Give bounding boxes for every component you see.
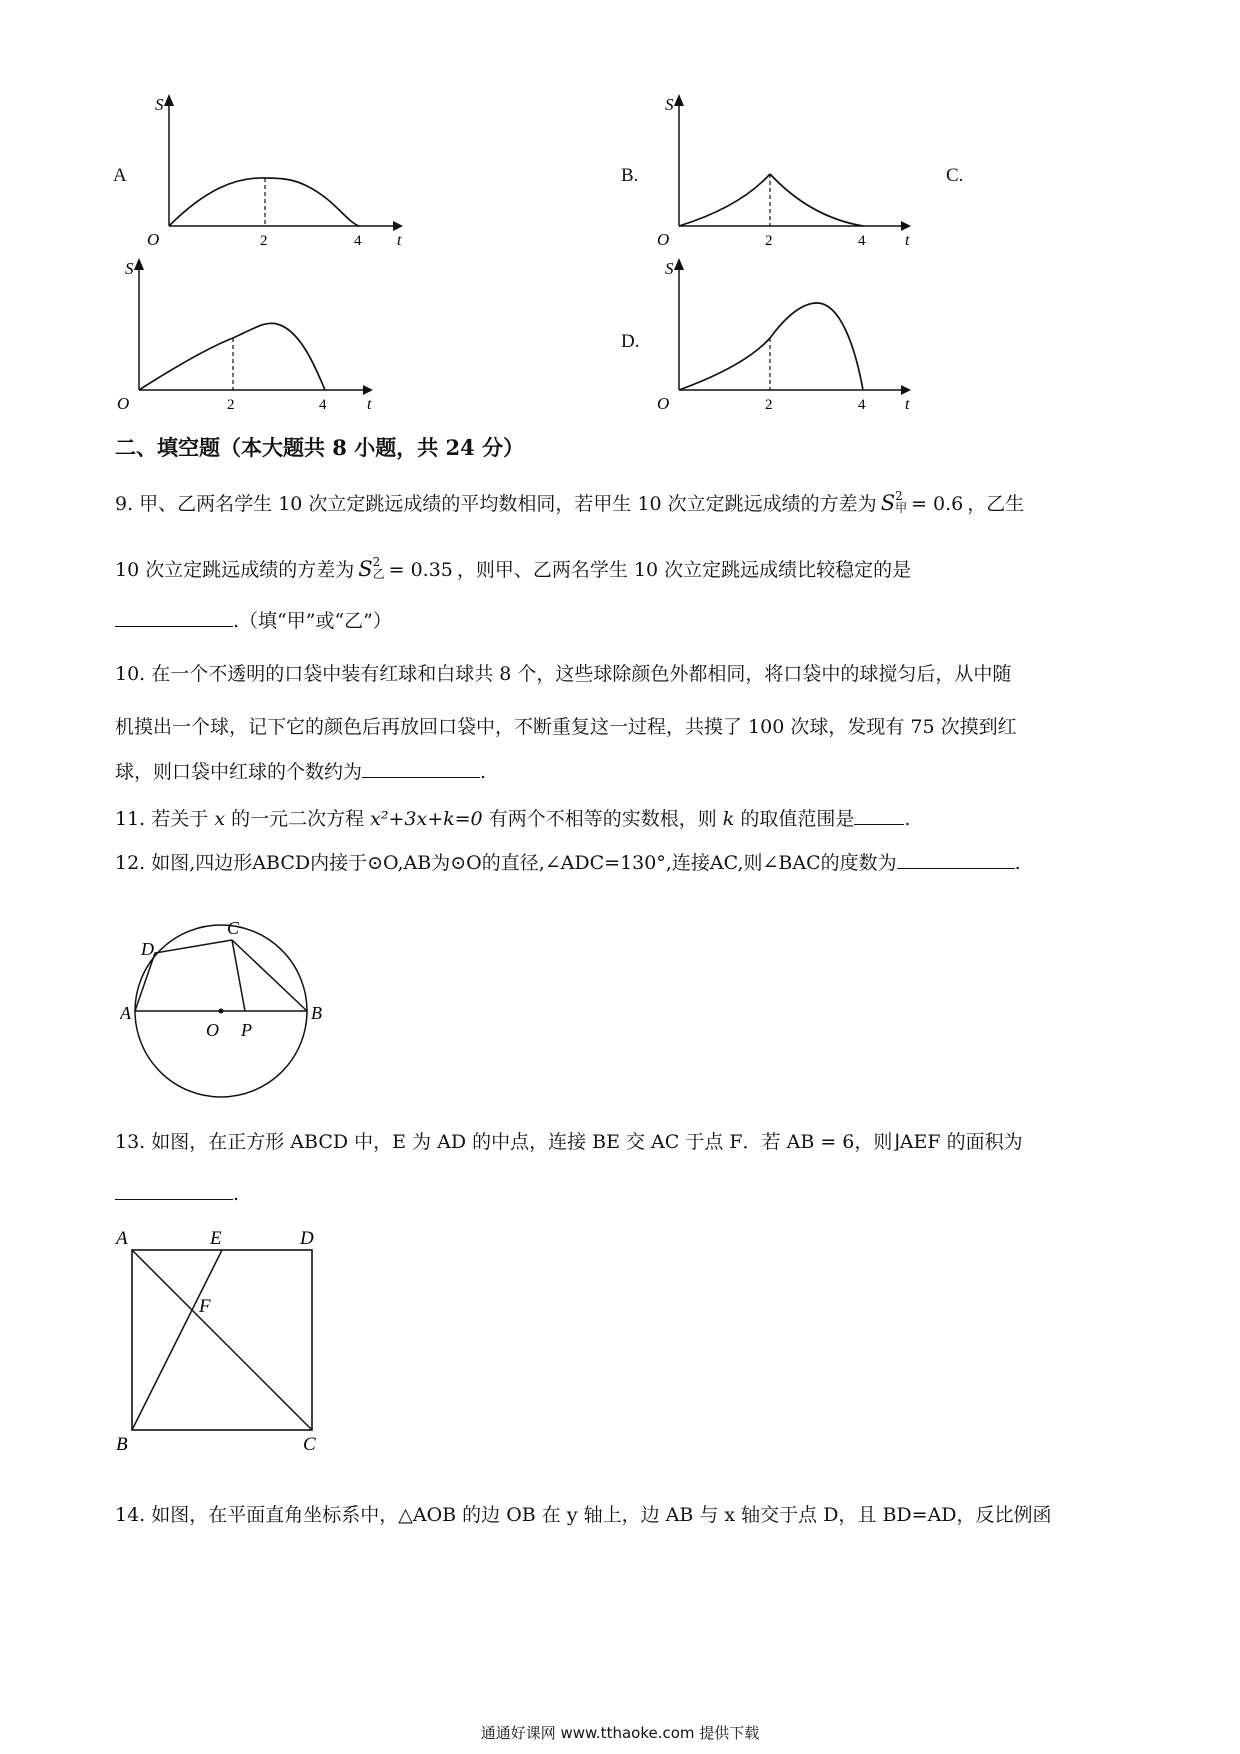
q12-label-d: D	[141, 939, 154, 959]
q9-line2-start: 10 次立定跳远成绩的方差为	[115, 559, 355, 581]
graph-b-tick-2: 2	[765, 233, 773, 249]
q9-line3-end: .（填“甲”或“乙”）	[233, 610, 392, 632]
q12-end: .	[1014, 852, 1021, 874]
q10-line3-start: 球，则口袋中红球的个数约为	[115, 761, 363, 783]
graph-d-tick-2: 2	[765, 397, 773, 413]
option-b-label: B.	[621, 165, 639, 186]
q12-label-p: P	[241, 1020, 252, 1040]
q9-line2-end: ，则甲、乙两名学生 10 次立定跳远成绩比较稳定的是	[456, 559, 912, 581]
q12-label-b: B	[311, 1003, 322, 1023]
q12-label-o: O	[206, 1020, 219, 1040]
q9-line-2	[115, 556, 911, 583]
q10-line-1: 10. 在一个不透明的口袋中装有红球和白球共 8 个，这些球除颜色外都相同，将口袋中的球搅匀后，从中随	[115, 663, 1012, 685]
graph-b-origin: O	[657, 230, 670, 249]
q12-figure-circle	[120, 905, 330, 1105]
q11-equation: x²+3x+k=0	[370, 808, 483, 830]
q11-answer-blank[interactable]	[854, 806, 904, 825]
q10-line3-end: .	[480, 761, 487, 783]
q14-line-1: 14. 如图，在平面直角坐标系中，△AOB 的边 OB 在 y 轴上，边 AB 与 x 轴交于点 D，且 BD=AD，反比例函	[115, 1504, 1052, 1526]
q13-label-f: F	[199, 1296, 211, 1317]
graph-d-origin: O	[657, 394, 670, 413]
q11-part-2: 的一元二次方程	[231, 808, 365, 830]
option-a-label: A	[113, 165, 127, 186]
q12-answer-blank[interactable]	[897, 850, 1015, 869]
q13-line-1: 13. 如图，在正方形 ABCD 中，E 为 AD 的中点，连接 BE 交 AC 于点 F．若 AB = 6，则⌋AEF 的面积为	[115, 1131, 1023, 1153]
q13-label-c: C	[303, 1434, 316, 1450]
q13-label-d: D	[300, 1228, 314, 1249]
graph-a-origin: O	[147, 230, 160, 249]
q13-line-2	[115, 1181, 239, 1207]
graph-a-tick-2: 2	[260, 233, 268, 249]
q10-line-2: 机摸出一个球，记下它的颜色后再放回口袋中，不断重复这一过程，共摸了 100 次球，发现有 75 次摸到红	[115, 716, 1017, 738]
q13-figure-square	[110, 1220, 330, 1450]
q12-text: 12. 如图,四边形ABCD内接于⊙O,AB为⊙O的直径,∠ADC=130°,连接AC,则∠BAC的度数为	[115, 852, 897, 874]
graph-b-t-label: t	[905, 232, 910, 249]
graph-d-tick-4: 4	[858, 397, 866, 413]
graph-a	[135, 92, 415, 250]
q11-part-3: 有两个不相等的实数根，则	[488, 808, 717, 830]
graph-a-s-label: S	[155, 95, 164, 114]
graph-d-s-label: S	[665, 259, 674, 278]
q9-line1-text: 9. 甲、乙两名学生 10 次立定跳远成绩的平均数相同，若甲生 10 次立定跳远成绩的方差为	[115, 493, 877, 515]
q13-end: .	[233, 1183, 240, 1205]
q11-end: .	[904, 808, 911, 830]
q10-line-3	[115, 759, 486, 785]
q9-formula-2: S2 乙 = 0.35	[358, 555, 453, 581]
graph-c-tick-4: 4	[319, 397, 327, 413]
graph-c	[105, 256, 385, 414]
q11-var-k: k	[722, 808, 735, 830]
q12-label-a: A	[120, 1003, 131, 1023]
q9-line-3	[115, 608, 392, 634]
graph-c-origin: O	[117, 394, 130, 413]
section-heading: 二、填空题（本大题共 8 小题，共 24 分）	[115, 435, 525, 460]
q12-line	[115, 850, 1021, 876]
q13-answer-blank[interactable]	[115, 1181, 233, 1200]
q10-answer-blank[interactable]	[362, 759, 480, 778]
graph-b	[645, 92, 925, 250]
q9-answer-blank[interactable]	[115, 608, 233, 627]
graph-b-tick-4: 4	[858, 233, 866, 249]
graph-a-tick-4: 4	[354, 233, 362, 249]
q12-label-c: C	[227, 918, 240, 938]
q9-formula-1: S2 甲 = 0.6	[880, 489, 964, 515]
q9-line1-end: ，乙生	[967, 493, 1025, 515]
q13-label-a: A	[116, 1228, 128, 1249]
page-footer: 通通好课网 www.tthaoke.com 提供下载	[480, 1724, 760, 1742]
q13-label-e: E	[210, 1228, 222, 1249]
q11-part-4: 的取值范围是	[740, 808, 855, 830]
option-c-label: C.	[946, 165, 964, 186]
graph-d-t-label: t	[905, 396, 910, 413]
q9-line-1	[115, 490, 1024, 517]
graph-c-t-label: t	[367, 396, 372, 413]
q11-line	[115, 806, 910, 832]
graph-a-t-label: t	[397, 232, 402, 249]
q11-var-x: x	[214, 808, 226, 830]
graph-d	[645, 256, 925, 414]
option-d-label: D.	[621, 331, 640, 352]
q13-label-b: B	[116, 1434, 128, 1450]
graph-c-tick-2: 2	[227, 397, 235, 413]
q11-part-1: 11. 若关于	[115, 808, 209, 830]
graph-c-s-label: S	[125, 259, 134, 278]
graph-b-s-label: S	[665, 95, 674, 114]
